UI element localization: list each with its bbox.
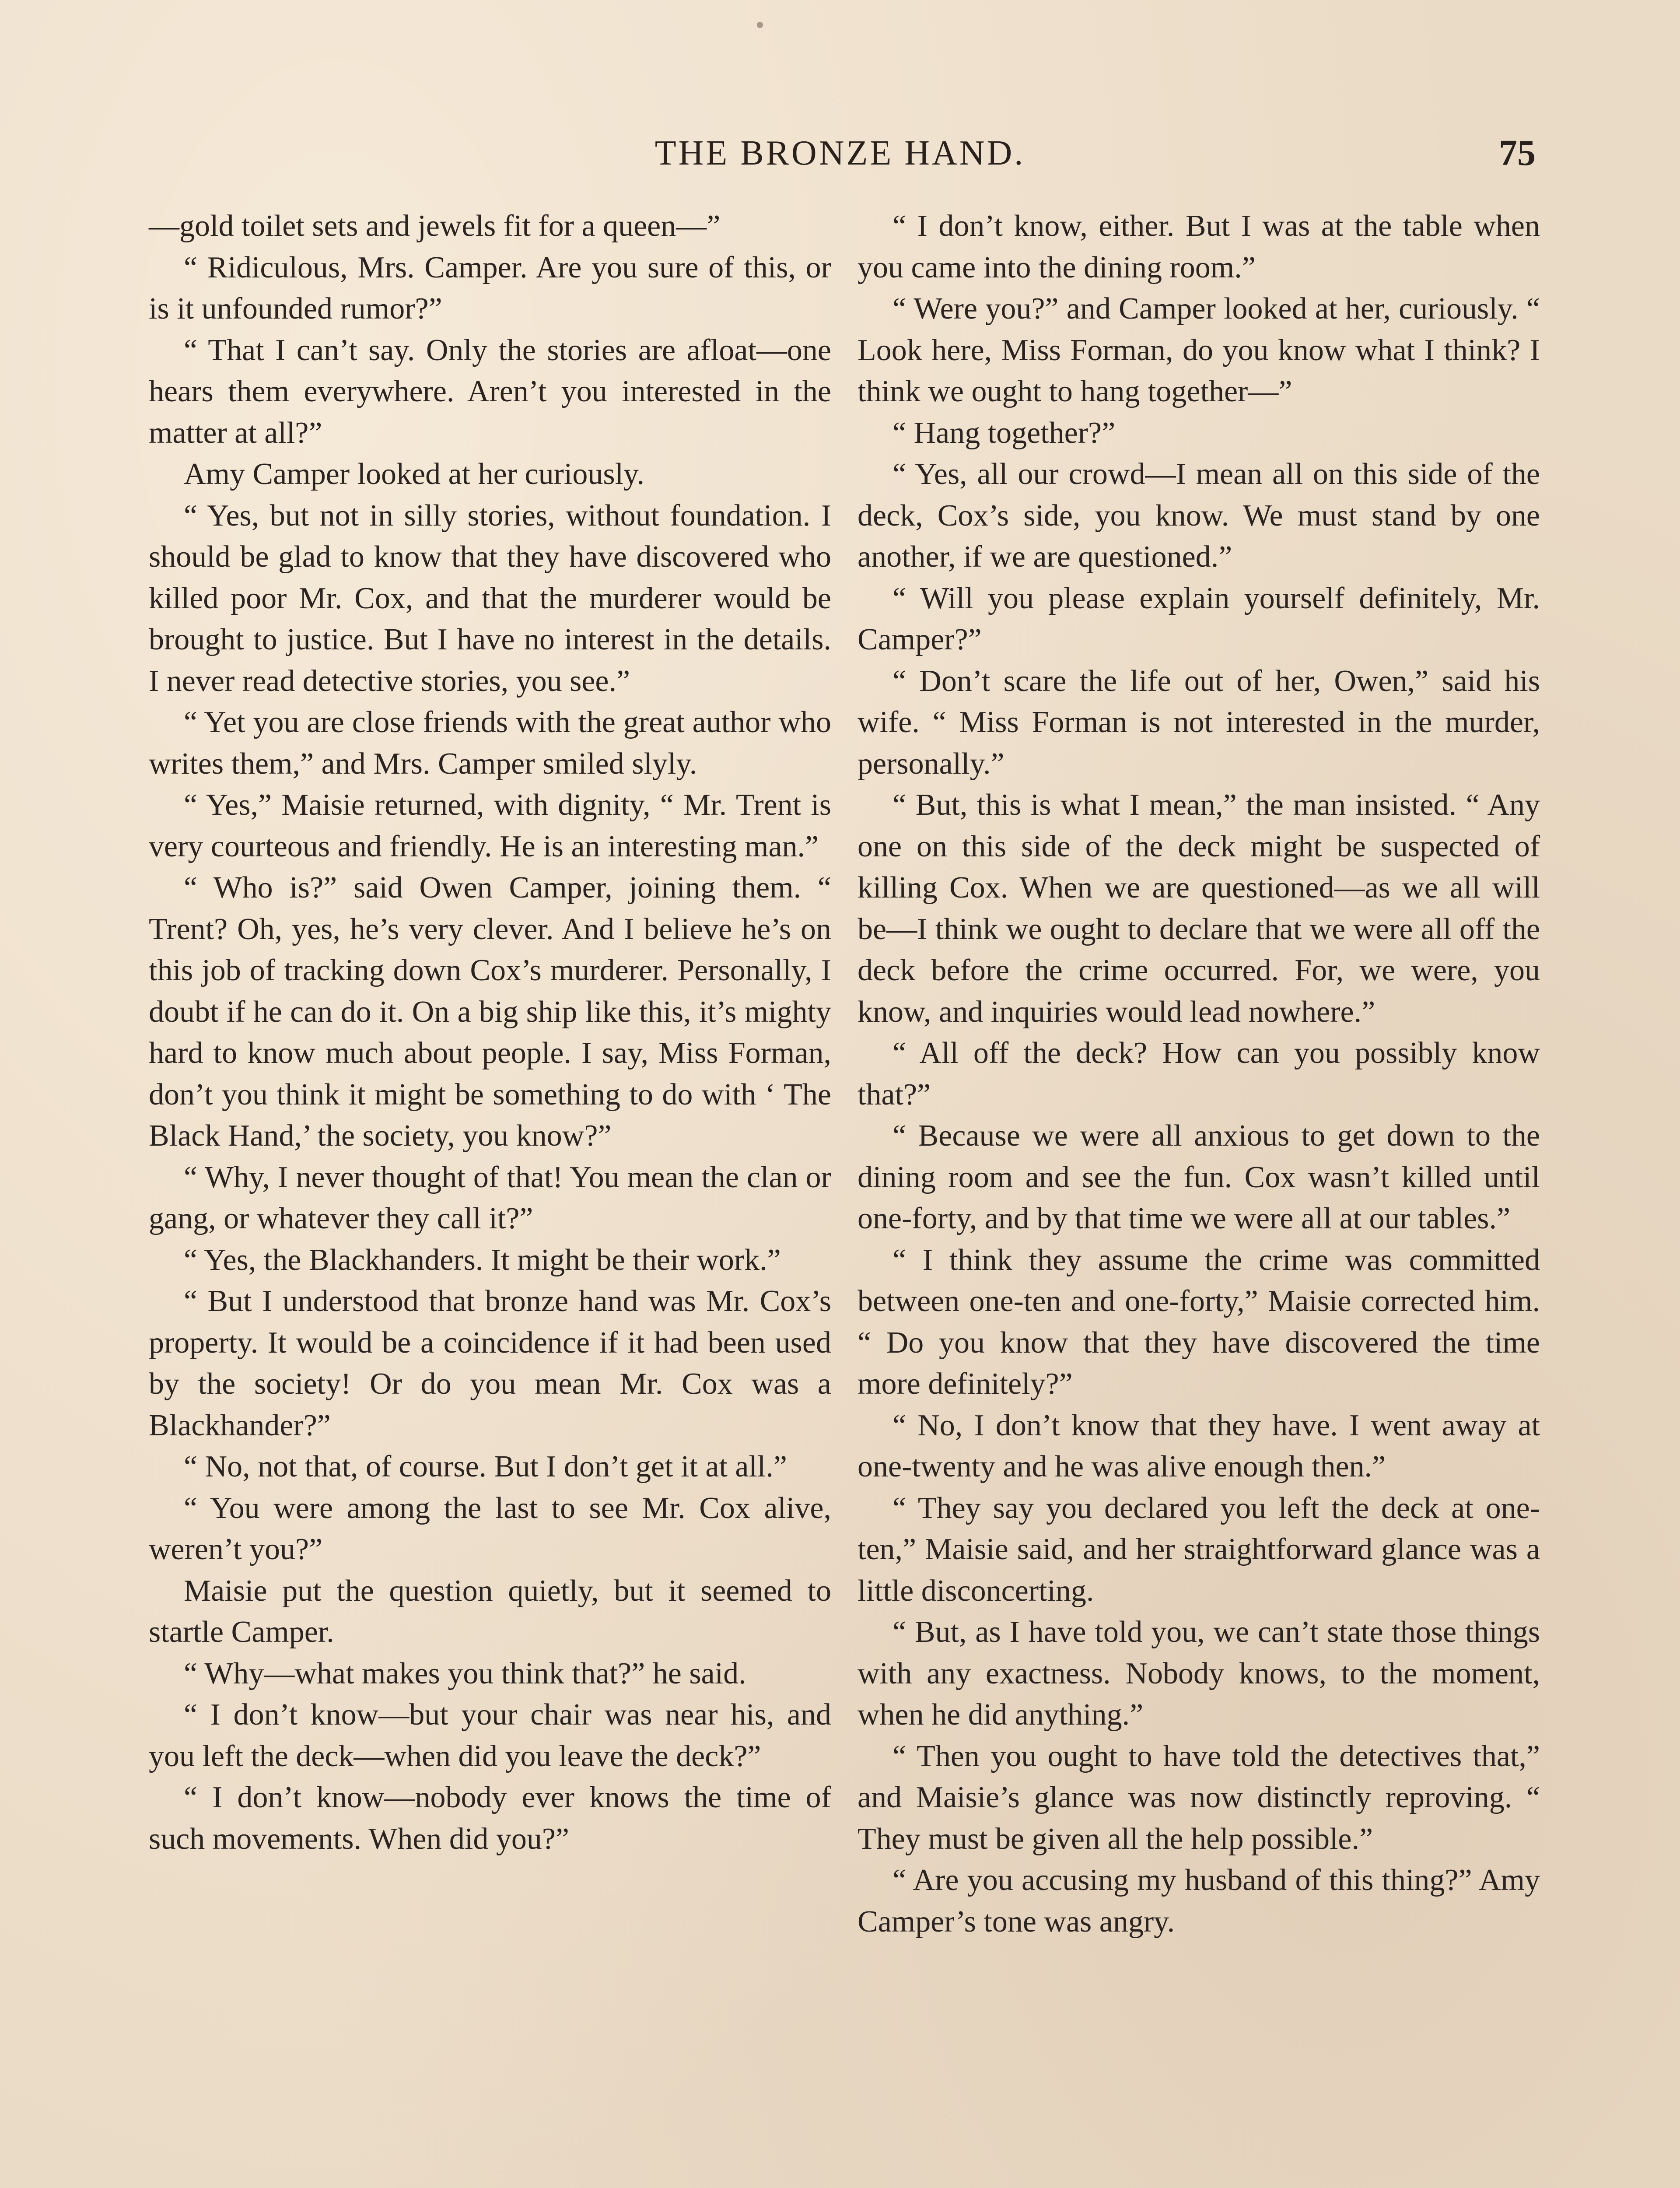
paragraph: “ I think they assume the crime was committed between one-ten and one-forty,” Maisie corrected him. “ Do you know that they have discovered the time more definitely?” [858, 1243, 1540, 1401]
paragraph: “ Why—what makes you think that?” he said. [184, 1656, 746, 1690]
running-head [0, 127, 1680, 179]
paragraph: Amy Camper looked at her curiously. [184, 457, 644, 491]
paragraph: Maisie put the question quietly, but it seemed to startle Camper. [149, 1574, 831, 1649]
paragraph: —gold toilet sets and jewels fit for a queen—” [149, 209, 721, 243]
paragraph: “ I don’t know—nobody ever knows the time of such movements. When did you?” [149, 1781, 831, 1856]
paragraph: “ Because we were all anxious to get down to the dining room and see the fun. Cox wasn’t killed until one-forty, and by that time we were all at our tables.” [858, 1119, 1540, 1235]
paper-speck [757, 22, 763, 28]
page-number: 75 [1499, 133, 1536, 173]
paragraph: “ But, this is what I mean,” the man insisted. “ Any one on this side of the deck might be suspected of killing Cox. When we are questioned—as we all will be—I think we ought to declare that we were all off the deck before the crime occurred. For, we were, you know, and inquiries would lead nowhere.” [858, 788, 1540, 1029]
paragraph: “ Don’t scare the life out of her, Owen,” said his wife. “ Miss Forman is not interested in the murder, personally.” [858, 664, 1540, 781]
paragraph: “ Then you ought to have told the detectives that,” and Maisie’s glance was now distinctly reproving. “ They must be given all the help possible.” [858, 1739, 1540, 1856]
paragraph: “ Yes,” Maisie returned, with dignity, “ Mr. Trent is very courteous and friendly. He is an interesting man.” [149, 788, 831, 863]
paragraph: “ Why, I never thought of that! You mean the clan or gang, or whatever they call it?” [149, 1160, 831, 1235]
paragraph: “ Hang together?” [892, 416, 1116, 450]
paragraph: “ I don’t know, either. But I was at the table when you came into the dining room.” [858, 209, 1540, 284]
running-title: THE BRONZE HAND. [654, 134, 1026, 172]
paragraph: “ Yes, the Blackhanders. It might be their work.” [184, 1243, 781, 1277]
paragraph: “ Will you please explain yourself definitely, Mr. Camper?” [858, 581, 1540, 656]
paragraph: “ But, as I have told you, we can’t state those things with any exactness. Nobody knows, to the moment, when he did anything.” [858, 1615, 1540, 1732]
paragraph: “ No, not that, of course. But I don’t get it at all.” [184, 1450, 787, 1483]
paragraph: “ But I understood that bronze hand was Mr. Cox’s property. It would be a coincidence if it had been used by the society! Or do you mean Mr. Cox was a Blackhander?” [149, 1284, 831, 1442]
paragraph: “ I don’t know—but your chair was near his, and you left the deck—when did you leave the deck?” [149, 1698, 831, 1773]
paragraph: “ They say you declared you left the deck at one-ten,” Maisie said, and her straightforward glance was a little disconcerting. [858, 1491, 1540, 1608]
right-column [858, 206, 1540, 1943]
paragraph: “ All off the deck? How can you possibly know that?” [858, 1036, 1540, 1112]
paragraph: “ Who is?” said Owen Camper, joining them. “ Trent? Oh, yes, he’s very clever. And I believe he’s on this job of tracking down Cox’s murderer. Personally, I doubt if he can do it. On a big ship like this, it’s mighty hard to know much about people. I say, Miss Forman, don’t you think it might be something to do with ‘ The Black Hand,’ the society, you know?” [149, 871, 831, 1153]
paragraph: “ Yes, but not in silly stories, without foundation. I should be glad to know that they have discovered who killed poor Mr. Cox, and that the murderer would be brought to justice. But I have no interest in the details. I never read detective stories, you see.” [149, 498, 831, 698]
left-column [149, 206, 831, 1860]
paragraph: “ Ridiculous, Mrs. Camper. Are you sure of this, or is it unfounded rumor?” [149, 250, 831, 326]
paragraph: “ Are you accusing my husband of this thing?” Amy Camper’s tone was angry. [858, 1863, 1540, 1939]
paragraph: “ You were among the last to see Mr. Cox alive, weren’t you?” [149, 1491, 831, 1566]
paragraph: “ That I can’t say. Only the stories are afloat—one hears them everywhere. Aren’t you interested in the matter at all?” [149, 333, 831, 450]
paragraph: “ Were you?” and Camper looked at her, curiously. “ Look here, Miss Forman, do you know what I think? I think we ought to hang together—” [858, 292, 1540, 408]
paragraph: “ No, I don’t know that they have. I went away at one-twenty and he was alive enough then.” [858, 1408, 1540, 1483]
paragraph: “ Yet you are close friends with the great author who writes them,” and Mrs. Camper smiled slyly. [149, 705, 831, 781]
paragraph: “ Yes, all our crowd—I mean all on this side of the deck, Cox’s side, you know. We must stand by one another, if we are questioned.” [858, 457, 1540, 574]
